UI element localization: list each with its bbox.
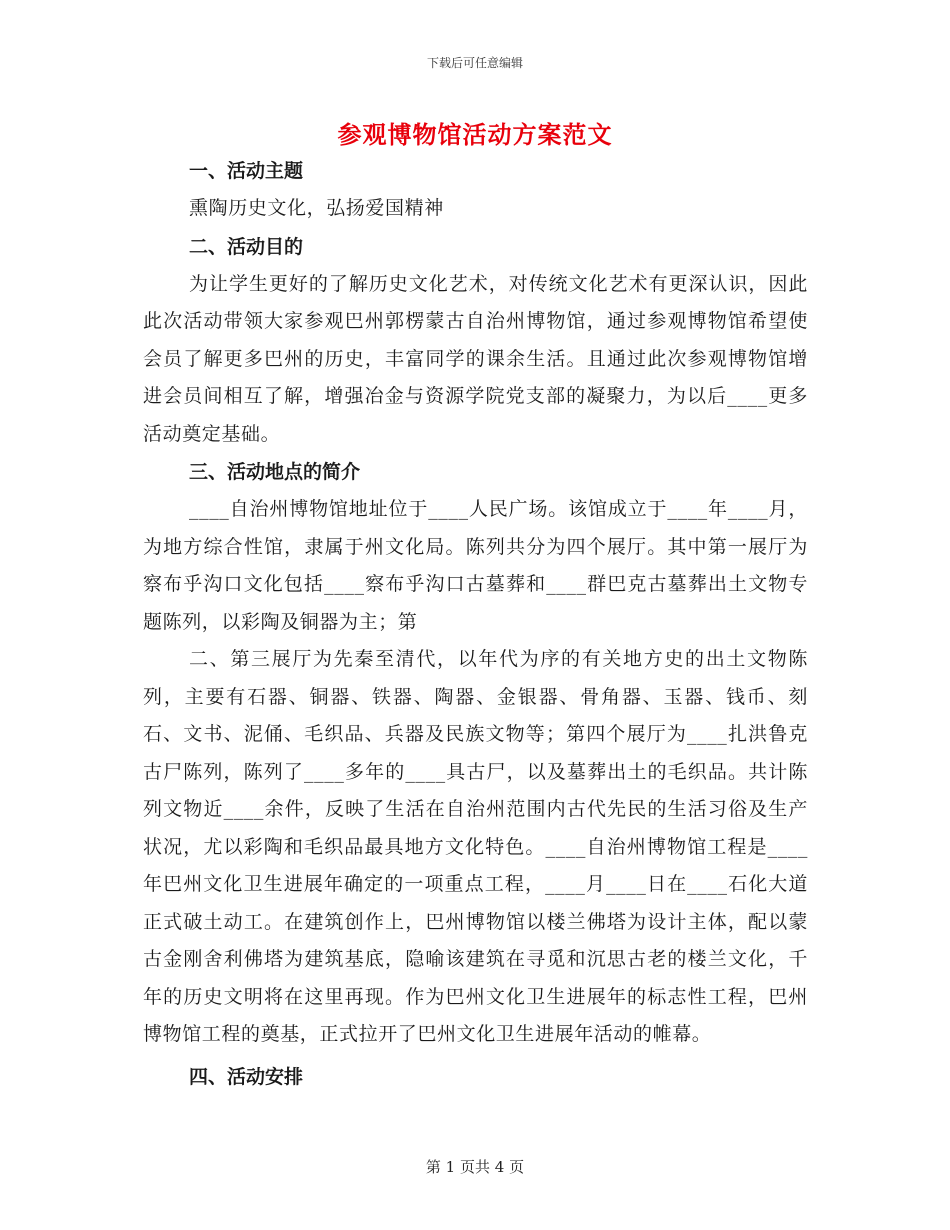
section-paragraph-theme: 熏陶历史文化，弘扬爱国精神: [189, 197, 444, 219]
page-footer: 第 1 页共 4 页: [425, 1158, 525, 1176]
section-heading-location: 三、活动地点的简介: [189, 461, 361, 483]
section-paragraph-location-2: 二、第三展厅为先秦至清代，以年代为序的有关地方史的出土文物陈列，主要有石器、铜器、铁器、陶器、金银器、骨角器、玉器、钱币、刻石、文书、泥俑、毛织品、兵器及民族文物等；第四个展厅为____扎洪鲁克古尸陈列，陈列了____多年的____具古尸，以及墓葬出土的毛织品。共计陈列文物近____余件，反映了生活在自治州范围内古代先民的生活习俗及生产状况，尤以彩陶和毛织品最具地方文化特色。____自治州博物馆工程是____年巴州文化卫生进展年确定的一项重点工程，____月____日在____石化大道正式破土动工。在建筑创作上，巴州博物馆以楼兰佛塔为设计主体，配以蒙古金刚舍利佛塔为建筑基底，隐喻该建筑在寻觅和沉思古老的楼兰文化，千年的历史文明将在这里再现。作为巴州文化卫生进展年的标志性工程，巴州博物馆工程的奠基，正式拉开了巴州文化卫生进展年活动的帷幕。: [143, 648, 808, 1045]
document-body: [143, 152, 808, 1096]
section-heading-purpose: 二、活动目的: [189, 235, 304, 258]
document-title: 参观博物馆活动方案范文: [337, 120, 613, 149]
section-heading-schedule: 四、活动安排: [189, 1065, 304, 1088]
section-paragraph-purpose: 为让学生更好的了解历史文化艺术，对传统文化艺术有更深认识，因此此次活动带领大家参观巴州郭楞蒙古自治州博物馆，通过参观博物馆希望使会员了解更多巴州的历史，丰富同学的课余生活。且通过此次参观博物馆增进会员间相互了解，增强冶金与资源学院党支部的凝聚力，为以后____更多活动奠定基础。: [143, 272, 808, 445]
section-paragraph-location-1: ____自治州博物馆地址位于____人民广场。该馆成立于____年____月，为地方综合性馆，隶属于州文化局。陈列共分为四个展厅。其中第一展厅为察布乎沟口文化包括____察布乎沟口古墓葬和____群巴克古墓葬出土文物专题陈列，以彩陶及铜器为主；第: [143, 498, 808, 633]
header-note: 下载后可任意编辑: [426, 56, 523, 70]
section-heading-theme: 一、活动主题: [189, 160, 304, 182]
